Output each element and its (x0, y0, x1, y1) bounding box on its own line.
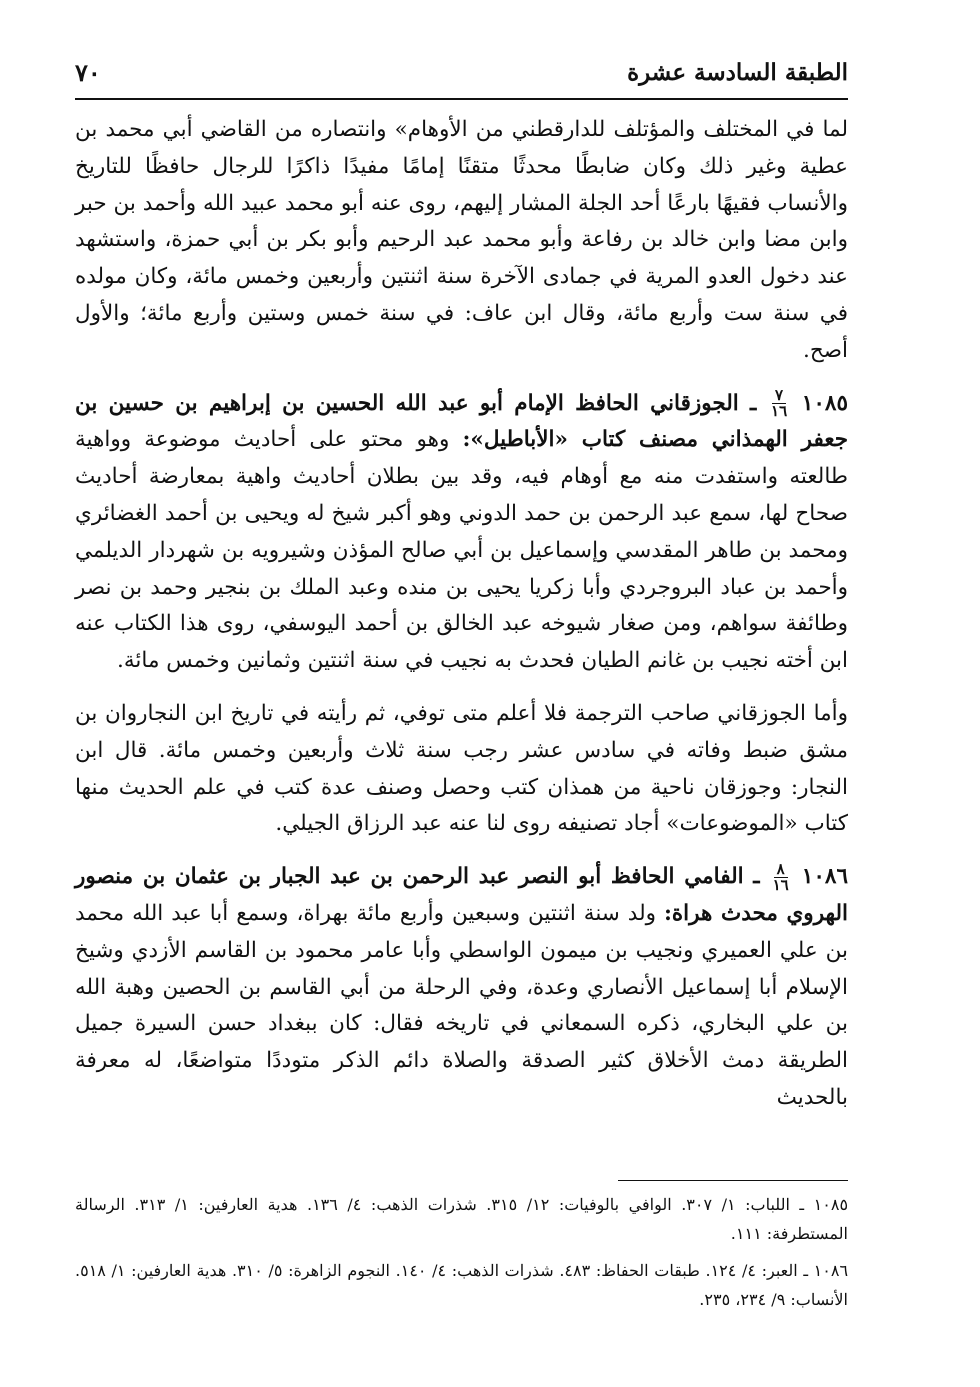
footnote-1086: ١٠٨٦ ـ العبر: ٤/ ١٢٤. طبقات الحفاظ: ٤٨٣. شذرات الذهب: ٤/ ١٤٠. النجوم الزاهرة: ٥/ ٣١٠. هدية العارفين: ١/ ٥١٨. الأنساب: ٩/ ٢٣٤، ٢٣٥. (75, 1261, 849, 1309)
entry-heading: ـ الجوزقاني الحافظ الإمام أبو عبد الله الحسين بن إبراهيم بن حسين بن جعفر الهمذاني مصنف كتاب «الأباطيل»: (75, 390, 848, 453)
page-header (75, 52, 848, 92)
entry-1085 (75, 386, 848, 680)
entry-fraction (772, 859, 789, 894)
entry-number: ١٠٨٦ (801, 864, 848, 890)
entry-text: وهو محتو على أحاديث موضوعة وواهية طالعته واستفدت منه مع أوهام فيه، وقد بين بطلان أحاديث واهية بمعارضة أحاديث صحاح لها، سمع عبد الرحمن بن حمد الدوني وهو أكبر شيخ له ويحيى بن أحمد الغضائري ومحمد بن طاهر المقدسي وإسماعيل بن أبي صالح المؤذن وشيرويه بن شهردار الديلمي وأحمد بن عباد البروجردي وأبا زكريا يحيى بن منده وعبد الملك بن بنجير وحمد بن نصر وطائفة سواهم، ومن صغار شيوخه عبد الخالق بن أحمد اليوسفي، روى هذا الكتاب عنه ابن أخته نجيب بن غانم الطيان فحدث به نجيب في سنة اثنتين وثمانين وخمس مائة. (75, 427, 848, 674)
footnote-1085: ١٠٨٥ ـ اللباب: ١/ ٣٠٧. الوافي بالوفيات: ١٢/ ٣١٥. شذرات الذهب: ٤/ ١٣٦. هدية العارفين: ١/ ٣١٣. الرسالة المستطرفة: ١١١. (75, 1195, 849, 1243)
page-number: ٧٠ (75, 57, 101, 87)
fraction-numerator: ٨ (774, 862, 788, 878)
footnote-rule (618, 1180, 848, 1181)
fraction-denominator: ١٦ (771, 402, 788, 421)
footnotes (75, 1190, 848, 1322)
entry-text: ولد سنة اثنتين وسبعين وأربع مائة بهراة، وسمع أبا عبد الله محمد بن علي العميري ونجيب بن ميمون الواسطي وأبا عامر محمود بن القاسم الأزدي وشيخ الإسلام أبا إسماعيل الأنصاري وعدة، وفي الرحلة من أبي القاسم بن الحصين وهبة الله بن علي البخاري، ذكره السمعاني في تاريخه فقال: كان ببغداد حسن السيرة جميل الطريقة دمث الأخلاق كثير الصدقة والصلاة دائم الذكر متوددًا متواضعًا، له معرفة بالحديث (75, 900, 848, 1110)
entry-fraction (771, 388, 787, 419)
main-text (75, 112, 848, 1133)
header-rule (75, 98, 848, 100)
running-title: الطبقة السادسة عشرة (627, 58, 848, 86)
paragraph-jawzaqani: وأما الجوزقاني صاحب الترجمة فلا أعلم متى توفي، ثم رأيته في تاريخ ابن النجاروان بن مشق ضبط وفاته في سادس عشر رجب سنة ثلاث وأربعين وخمس مائة. قال ابن النجار: وجوزقان ناحية من همذان كتب وحصل وصنف عدة كتب في علم الحديث منها كتاب «الموضوعات» أجاد تصنيفه روى لنا عنه عبد الرزاق الجيلي. (75, 700, 848, 837)
entry-heading: ـ الفامي الحافظ أبو النصر عبد الرحمن بن عبد الجبار بن عثمان بن منصور الهروي محدث هراة: (75, 864, 848, 926)
entry-1086 (75, 859, 848, 1117)
fraction-numerator: ٧ (772, 388, 786, 404)
entry-number: ١٠٨٥ (801, 390, 848, 416)
fraction-denominator: ١٦ (772, 875, 789, 894)
paragraph-continuation: لما في المختلف والمؤتلف للدارقطني من الأوهام» وانتصاره من القاضي أبي محمد بن عطية وغير ذلك وكان ضابطًا محدثًا متقنًا إمامًا مفيدًا ذاكرًا للرجال حافظًا للتاريخ والأنساب فقيهًا بارعًا أحد الجلة المشار إليهم، روى عنه أبو محمد عبيد الله وأحمد بن حبر وابن مضا وابن خالد بن رفاعة وأبو محمد عبد الرحيم وأبو بكر بن أبي حمزة، واستشهد عند دخول العدو المرية في جمادى الآخرة سنة اثنتين وأربعين وخمس مائة، وكان مولده في سنة ست وأربع مائة، وقال ابن عاف: في سنة خمس وستين وأربع مائة؛ والأول أصح. (75, 117, 848, 363)
